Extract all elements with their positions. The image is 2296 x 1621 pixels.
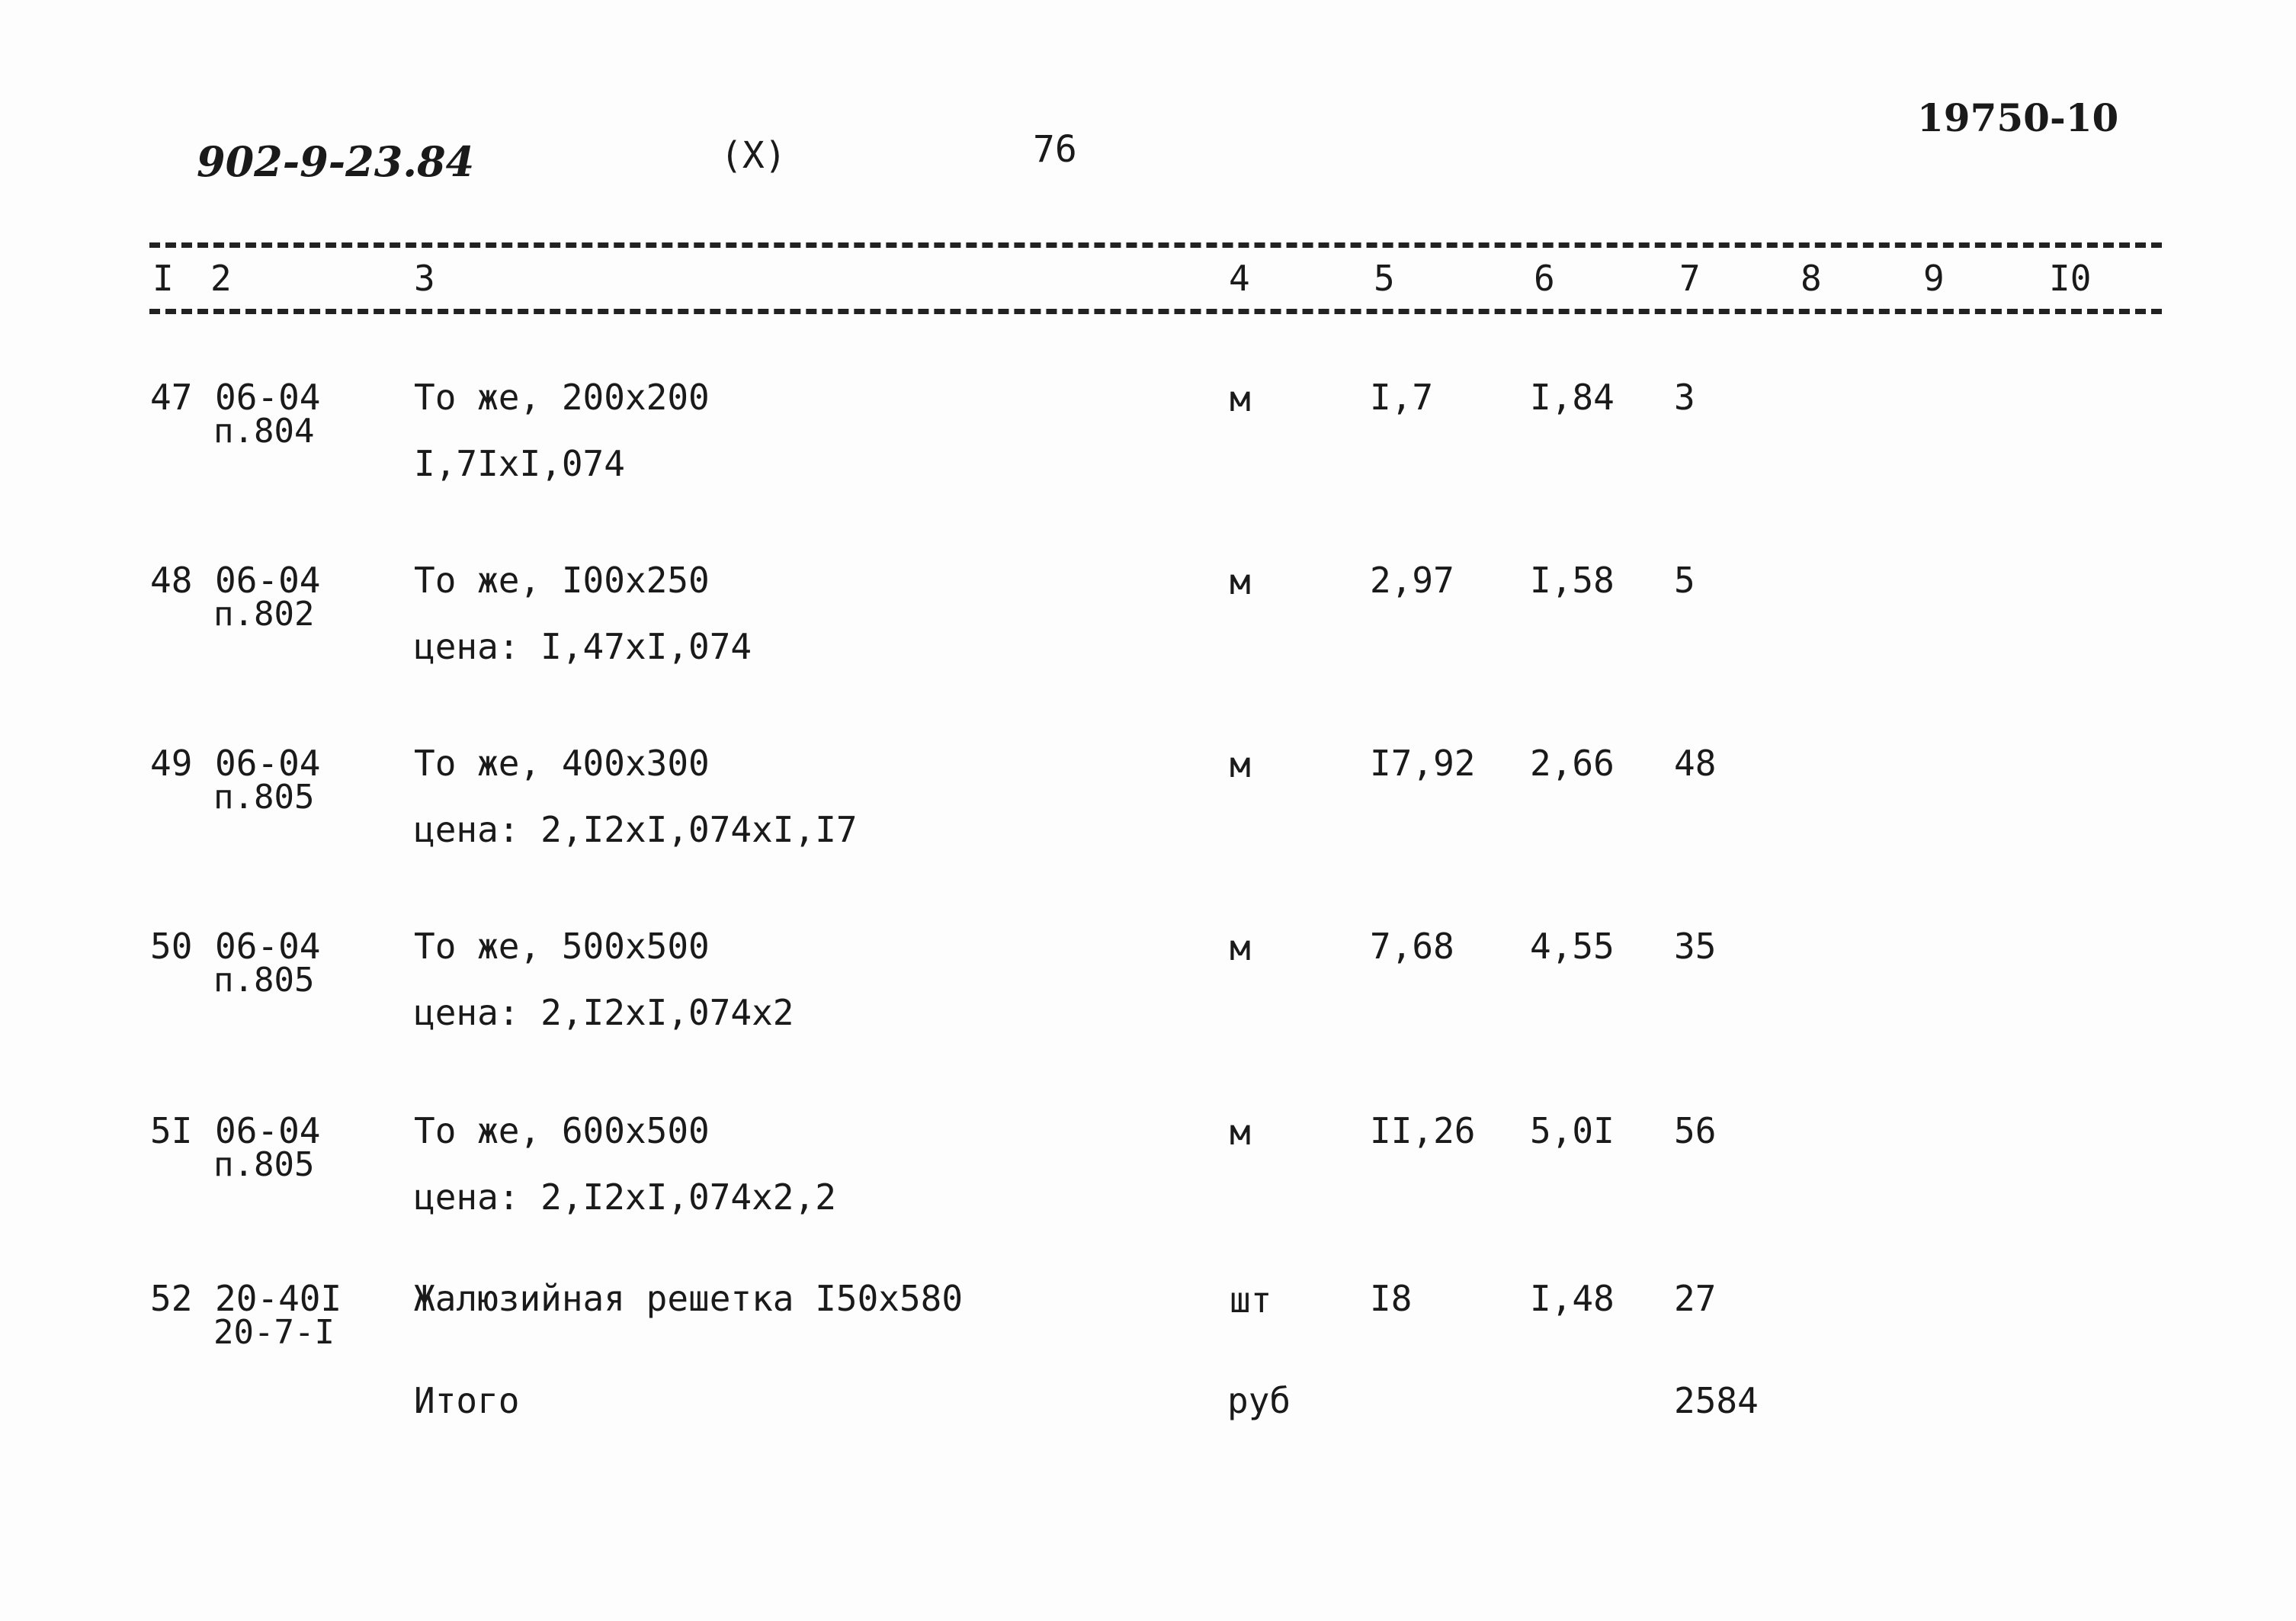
unit-price: 5,0I [1530, 1110, 1615, 1151]
norm-code: 20-40I [215, 1278, 342, 1319]
row-number: 47 [150, 377, 193, 418]
unit-price: 2,66 [1530, 743, 1615, 784]
column-header: 6 [1534, 258, 1555, 299]
quantity: I7,92 [1370, 743, 1476, 784]
unit: м [1230, 744, 1251, 785]
row-number: 48 [150, 560, 193, 601]
quantity: 2,97 [1370, 560, 1454, 601]
quantity: I8 [1370, 1278, 1413, 1319]
norm-code: 06-04 [215, 560, 321, 601]
price-calculation: цена: I,47xI,074 [414, 626, 752, 667]
column-header: 4 [1229, 258, 1250, 299]
total-cost: 56 [1674, 1110, 1717, 1151]
norm-item: п.802 [213, 595, 315, 634]
total-cost: 35 [1674, 926, 1717, 967]
row-number: 5I [150, 1110, 193, 1151]
unit-price: I,48 [1530, 1278, 1615, 1319]
price-calculation: I,7IxI,074 [414, 443, 625, 484]
column-header: 7 [1679, 258, 1701, 299]
norm-item: п.804 [213, 412, 315, 451]
document-mark: (X) [720, 134, 787, 177]
total-cost: 5 [1674, 560, 1695, 601]
row-number: 49 [150, 743, 193, 784]
unit: шт [1230, 1279, 1272, 1321]
norm-item: п.805 [213, 1145, 315, 1184]
column-header: 3 [414, 258, 435, 299]
unit: м [1230, 378, 1251, 419]
price-calculation: цена: 2,I2xI,074xI,I7 [414, 809, 858, 850]
item-description: То же, 600x500 [414, 1110, 710, 1151]
total-cost: 27 [1674, 1278, 1717, 1319]
column-header: 2 [210, 258, 232, 299]
price-calculation: цена: 2,I2xI,074x2 [414, 992, 794, 1033]
total-cost: 3 [1674, 377, 1695, 418]
column-header: 5 [1374, 258, 1395, 299]
summary-label: Итого [414, 1380, 520, 1421]
summary-unit: руб [1227, 1380, 1291, 1421]
norm-item: 20-7-I [213, 1313, 335, 1352]
norm-code: 06-04 [215, 377, 321, 418]
unit-price: 4,55 [1530, 926, 1615, 967]
column-header: I0 [2049, 258, 2092, 299]
norm-code: 06-04 [215, 926, 321, 967]
sheet-reference: 19750-10 [1917, 95, 2119, 140]
header-bottom-rule [149, 309, 2162, 314]
item-description: То же, 400x300 [414, 743, 710, 784]
row-number: 52 [150, 1278, 193, 1319]
item-description: То же, 500x500 [414, 926, 710, 967]
unit-price: I,84 [1530, 377, 1615, 418]
column-header: 9 [1923, 258, 1945, 299]
item-description: То же, I00x250 [414, 560, 710, 601]
unit: м [1230, 927, 1251, 968]
quantity: II,26 [1370, 1110, 1476, 1151]
norm-item: п.805 [213, 961, 315, 1000]
norm-code: 06-04 [215, 1110, 321, 1151]
page-number: 76 [1033, 128, 1077, 171]
item-description: То же, 200х200 [414, 377, 710, 418]
norm-code: 06-04 [215, 743, 321, 784]
price-calculation: цена: 2,I2xI,074x2,2 [414, 1176, 836, 1218]
column-header: I [152, 258, 174, 299]
norm-item: п.805 [213, 778, 315, 817]
quantity: 7,68 [1370, 926, 1454, 967]
column-header: 8 [1801, 258, 1822, 299]
quantity: I,7 [1370, 377, 1434, 418]
unit: м [1230, 1112, 1251, 1153]
summary-total: 2584 [1674, 1380, 1759, 1421]
item-description: Жалюзийная решетка I50x580 [414, 1278, 964, 1319]
total-cost: 48 [1674, 743, 1717, 784]
unit-price: I,58 [1530, 560, 1615, 601]
header-top-rule [149, 242, 2162, 248]
document-code: 902-9-23.84 [197, 137, 475, 186]
row-number: 50 [150, 926, 193, 967]
unit: м [1230, 561, 1251, 602]
